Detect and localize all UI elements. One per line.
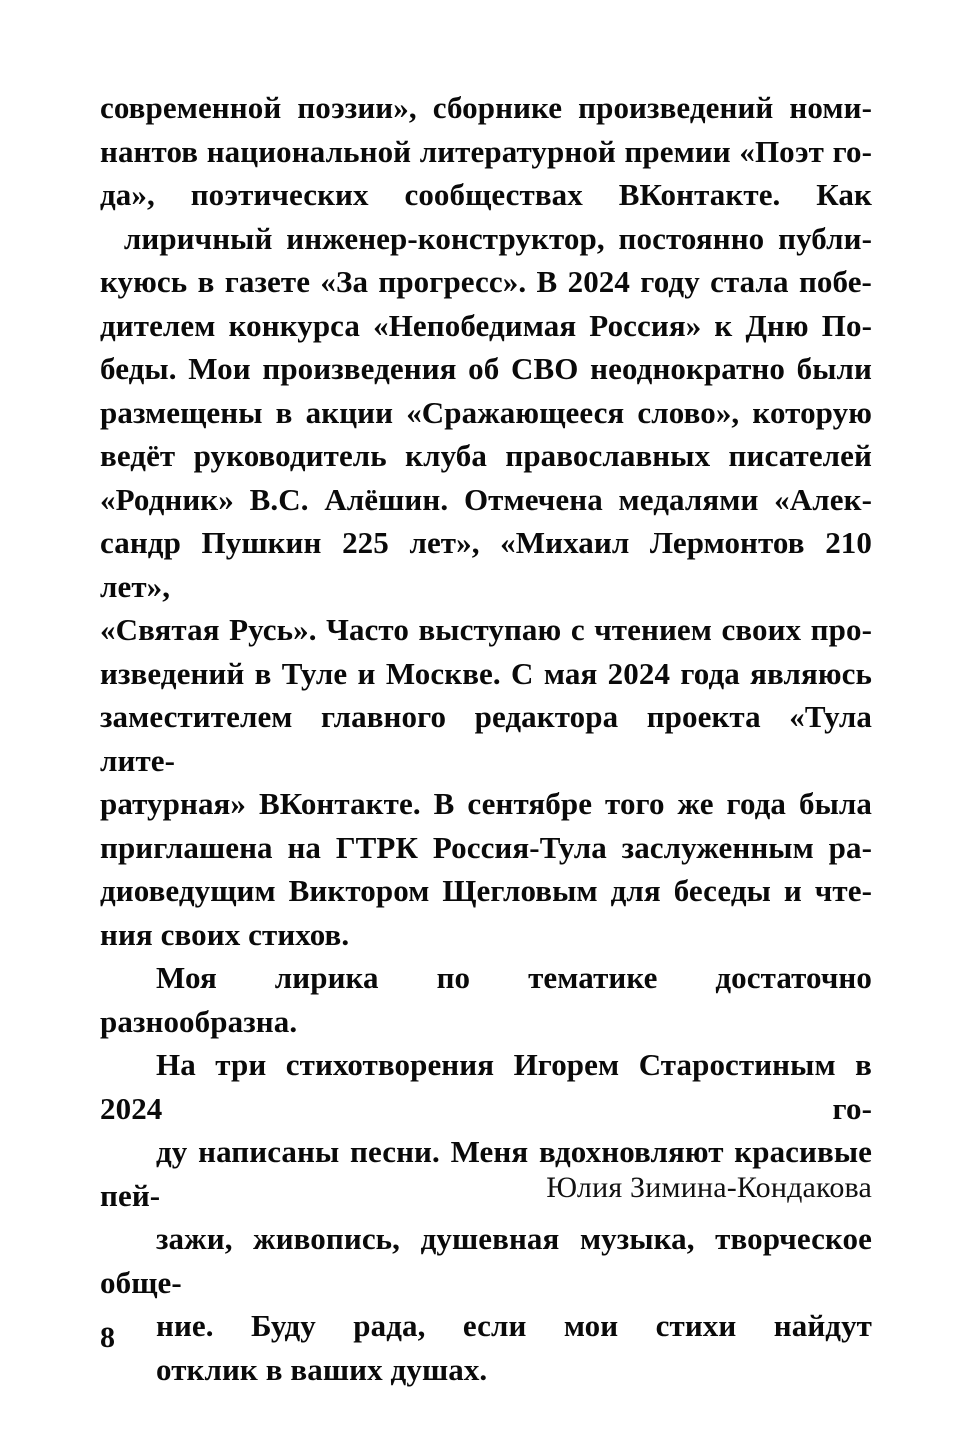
text-line: да», поэтических сообществах ВКонтакте. Как (100, 177, 872, 212)
text-line: размещены в акции «Сражающееся слово», которую (100, 394, 872, 430)
text-line: Моя лирика по тематике достаточно разнообразна. (100, 960, 880, 1039)
text-line: нантов национальной литературной премии «Поэт го- (100, 133, 872, 169)
text-line: ния своих стихов. (100, 916, 350, 952)
text-line: современной поэзии», сборнике произведений номи- (100, 90, 872, 125)
text-line: изведений в Туле и Москве. С мая 2024 года являюсь (100, 655, 872, 691)
text-line: лиричный инженер-конструктор, постоянно публи- (110, 220, 872, 256)
page-number: 8 (100, 1321, 115, 1354)
text-line: дителем конкурса «Непобедимая Россия» к Дню По- (100, 307, 872, 343)
signature-block (100, 1168, 872, 1208)
text-line: «Святая Русь». Часто выступаю с чтением своих про- (100, 612, 872, 647)
text-line: ратурная» ВКонтакте. В сентябре того же года была (100, 786, 872, 821)
text-line: беды. Мои произведения об СВО неоднократно были (100, 351, 872, 386)
text-line: зажи, живопись, душевная музыка, творческое обще- (100, 1221, 880, 1300)
text-line: ние. Буду рада, если мои стихи найдут (156, 1308, 872, 1343)
text-line: ду написаны песни. Меня вдохновляют красивые пей- (100, 1134, 880, 1213)
text-line: заместителем главного редактора проекта «Тула лите- (100, 699, 880, 778)
text-line: На три стихотворения Игорем Старостиным в 2024 го- (100, 1047, 880, 1126)
author-signature: Юлия Зимина-Кондакова (546, 1171, 872, 1204)
text-line: приглашена на ГТРК Россия-Тула заслуженным ра- (100, 829, 872, 865)
text-line: сандр Пушкин 225 лет», «Михаил Лермонтов 210 лет», (100, 525, 880, 604)
text-line: диоведущим Виктором Щегловым для беседы и чте- (100, 873, 872, 908)
text-line: отклик в ваших душах. (156, 1351, 488, 1387)
text-line: куюсь в газете «За прогресс». В 2024 году стала побе- (100, 264, 872, 299)
paragraph-continuation (100, 86, 880, 956)
text-line: ведёт руководитель клуба православных писателей (100, 438, 872, 473)
text-line: «Родник» В.С. Алёшин. Отмечена медалями «Алек- (100, 481, 872, 517)
